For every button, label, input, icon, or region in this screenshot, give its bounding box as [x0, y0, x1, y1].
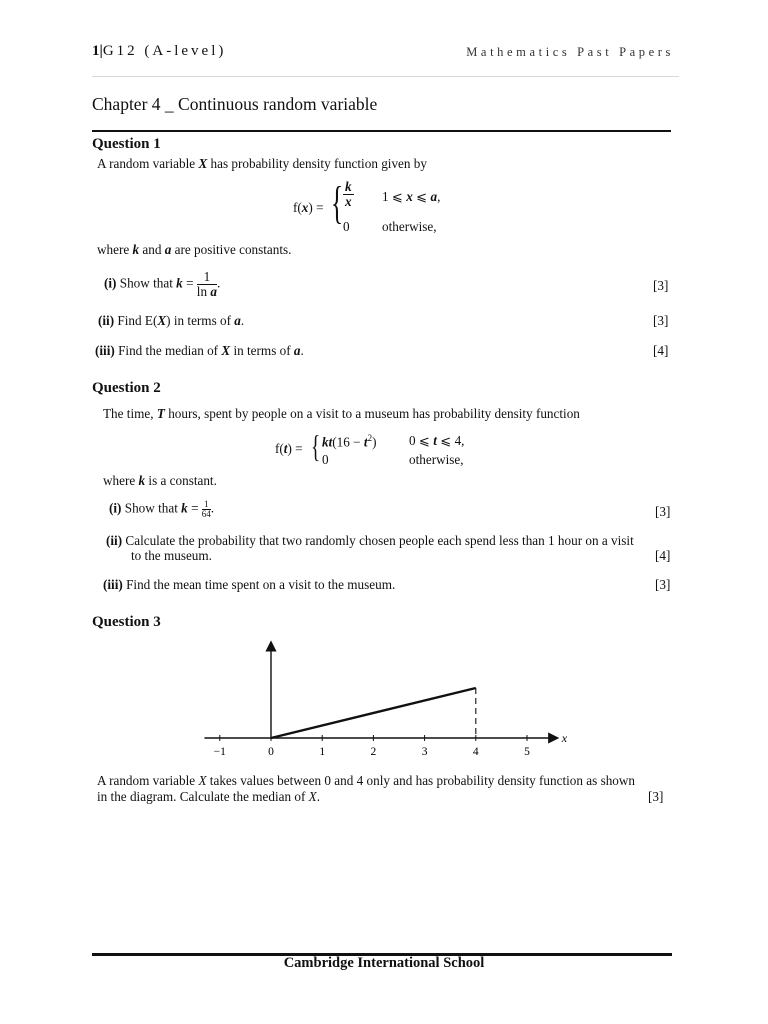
q1-part-ii-dot: .: [240, 313, 245, 328]
q2-intro-var: T: [156, 406, 165, 421]
q1-part-i-mark: [3]: [653, 278, 669, 293]
q1-part-iii-a: a: [293, 343, 301, 358]
q1-case2-condition: otherwise,: [382, 219, 437, 234]
q2-part-ii-mark: [4]: [655, 548, 671, 563]
q2-intro: [103, 406, 580, 422]
pdf-diagram: [190, 630, 570, 760]
q2-case1-expr: [322, 433, 376, 450]
page-header-left: [92, 43, 226, 60]
q1-part-ii-mark: [3]: [653, 313, 669, 328]
q1-cond-b: ⩽: [412, 189, 431, 204]
q3-line2-a: in the diagram. Calculate the median of: [97, 789, 309, 804]
q1-part-i-num: 1: [197, 270, 217, 285]
q2-where: [103, 473, 217, 489]
q2-cond-a: 0 ⩽: [409, 433, 434, 448]
x-tick-label: 5: [524, 746, 530, 758]
x-tick-label: 4: [472, 746, 479, 758]
q2-part-i-num: 1: [202, 500, 211, 510]
q3-line1-b: takes values between 0 and 4 only and has probability density function as shown: [206, 773, 636, 788]
q2-intro-a: The time,: [103, 406, 157, 421]
q1-pdf-eq: ) =: [308, 200, 324, 215]
q1-part-i-label: (i): [104, 275, 117, 291]
question-1-heading: Question 1: [92, 136, 161, 152]
q1-where-a2: a: [164, 242, 172, 257]
header-divider: [92, 76, 679, 77]
x-axis-label: x: [561, 731, 568, 745]
q2-pdf-var: t: [283, 441, 288, 456]
q1-part-ii-a: a: [234, 313, 241, 328]
q1-cond-a: 1 ⩽: [382, 189, 407, 204]
q1-part-iii-var: X: [221, 343, 231, 358]
q3-mark: [3]: [648, 789, 664, 804]
q2-part-i-k: k: [181, 500, 188, 516]
q2-intro-b: hours, spent by people on a visit to a museum has probability density function: [164, 406, 580, 421]
q2-part-iii: [103, 577, 395, 593]
chapter-title: Chapter 4 _ Continuous random variable: [92, 94, 378, 114]
footer-school-name: Cambridge International School: [283, 955, 485, 971]
q1-part-i: [104, 270, 220, 299]
q2-part-ii-label: (ii): [106, 533, 123, 548]
pdf-line: [271, 688, 476, 738]
question-2-heading: Question 2: [92, 380, 161, 396]
q2-part-ii-line2: to the museum.: [131, 548, 212, 563]
x-tick-label: 1: [319, 746, 326, 758]
q2-expr-t: t: [363, 434, 368, 450]
q1-cond-d: ,: [437, 189, 441, 204]
q1-case1-num: k: [345, 179, 352, 194]
q1-part-iii-text-b: in terms of: [230, 343, 294, 358]
chapter-divider: [92, 130, 671, 132]
q2-where-b: is a constant.: [145, 473, 217, 488]
header-separator: |: [99, 43, 103, 59]
q1-part-ii-label: (ii): [98, 313, 115, 328]
q1-part-iii-dot: .: [300, 343, 304, 358]
q2-part-i-dot: .: [210, 500, 215, 516]
q3-line1-var: X: [198, 773, 207, 788]
q1-pdf-var: x: [301, 200, 309, 215]
q2-part-i-eq: =: [187, 500, 202, 516]
q1-where-k: k: [132, 242, 140, 257]
x-tick-label: 3: [421, 746, 428, 758]
q2-part-i-mark: [3]: [655, 504, 671, 519]
q1-intro-text-a: A random variable: [97, 156, 199, 171]
q2-cond-var: t: [433, 433, 437, 448]
q2-pdf-eq: ) =: [287, 441, 303, 456]
x-tick-label: 0: [268, 746, 274, 758]
q1-pdf-lhs: [293, 200, 324, 216]
q1-part-i-den-var: a: [210, 284, 217, 299]
q2-case2-condition: otherwise,: [409, 452, 464, 467]
q2-pdf-lhs: [275, 441, 303, 457]
q1-part-iii-mark: [4]: [653, 343, 669, 358]
q1-part-i-text: Show that: [116, 275, 177, 291]
q1-part-iii-label: (iii): [95, 343, 115, 358]
q1-case2-value: 0: [343, 219, 350, 234]
q1-intro-var: X: [198, 156, 208, 171]
q1-intro-text-b: has probability density function given by: [207, 156, 427, 171]
q2-part-ii-line1: Calculate the probability that two randomly chosen people each spend less than 1 hour on a visit: [122, 533, 634, 548]
q2-expr-kt: kt: [322, 434, 333, 450]
q1-part-ii-text-a: Find E(: [114, 313, 158, 328]
q1-where-a: where: [97, 242, 133, 257]
q1-where-c: are positive constants.: [171, 242, 292, 257]
q2-case2-value: 0: [322, 452, 329, 467]
q1-part-iii-text-a: Find the median of: [114, 343, 222, 358]
q1-part-ii: [98, 313, 244, 329]
q2-where-k: k: [138, 473, 146, 488]
q1-case1-fraction: [343, 180, 354, 209]
q2-part-ii: [106, 533, 634, 549]
course-label: G12 (A-level): [102, 43, 227, 59]
q2-part-iii-mark: [3]: [655, 577, 671, 592]
q2-pdf-f: f(: [275, 441, 284, 456]
q1-where: [97, 242, 291, 258]
q3-line2-b: .: [316, 789, 321, 804]
q1-where-b: and: [139, 242, 165, 257]
q1-part-i-dot: .: [216, 275, 221, 291]
q1-part-i-ln: ln: [196, 284, 211, 299]
page-number: 1: [92, 43, 100, 59]
q1-cond-var: x: [406, 189, 413, 204]
q2-brace: {: [311, 428, 321, 464]
q2-part-i-label: (i): [109, 500, 122, 516]
q2-expr-sup: 2: [367, 433, 373, 443]
q2-part-i-text: Show that: [121, 500, 182, 516]
q1-intro: [97, 156, 427, 172]
q1-cond-c: a: [430, 189, 438, 204]
q1-part-i-eq: =: [182, 275, 197, 291]
q1-part-ii-var: X: [157, 313, 167, 328]
q1-pdf-f: f(: [293, 200, 302, 215]
q3-text-line1: [97, 773, 635, 789]
q3-line1-a: A random variable: [97, 773, 199, 788]
q3-text-line2: [97, 789, 320, 805]
page-header-title: Mathematics Past Papers: [466, 45, 674, 59]
q2-cond-b: ⩽ 4,: [436, 433, 465, 448]
x-tick-label: −1: [213, 746, 226, 758]
q2-part-iii-label: (iii): [103, 577, 123, 592]
q2-case1-condition: [409, 433, 464, 449]
x-tick-label: 2: [370, 746, 377, 758]
q2-expr-d: ): [372, 434, 377, 450]
q1-part-ii-text-b: ) in terms of: [166, 313, 235, 328]
q2-expr-b: (16 −: [332, 434, 364, 450]
q2-part-i: [109, 500, 214, 519]
q1-case1-condition: [382, 189, 440, 205]
q1-part-iii: [95, 343, 304, 359]
q1-case1-den: x: [345, 194, 352, 209]
q2-part-i-den: 64: [201, 509, 211, 519]
q2-where-a: where: [103, 473, 139, 488]
q1-brace: {: [331, 177, 344, 228]
q2-part-iii-text: Find the mean time spent on a visit to the museum.: [122, 577, 396, 592]
q3-line2-var: X: [308, 789, 317, 804]
q1-part-i-k: k: [176, 275, 183, 291]
question-3-heading: Question 3: [92, 614, 161, 630]
